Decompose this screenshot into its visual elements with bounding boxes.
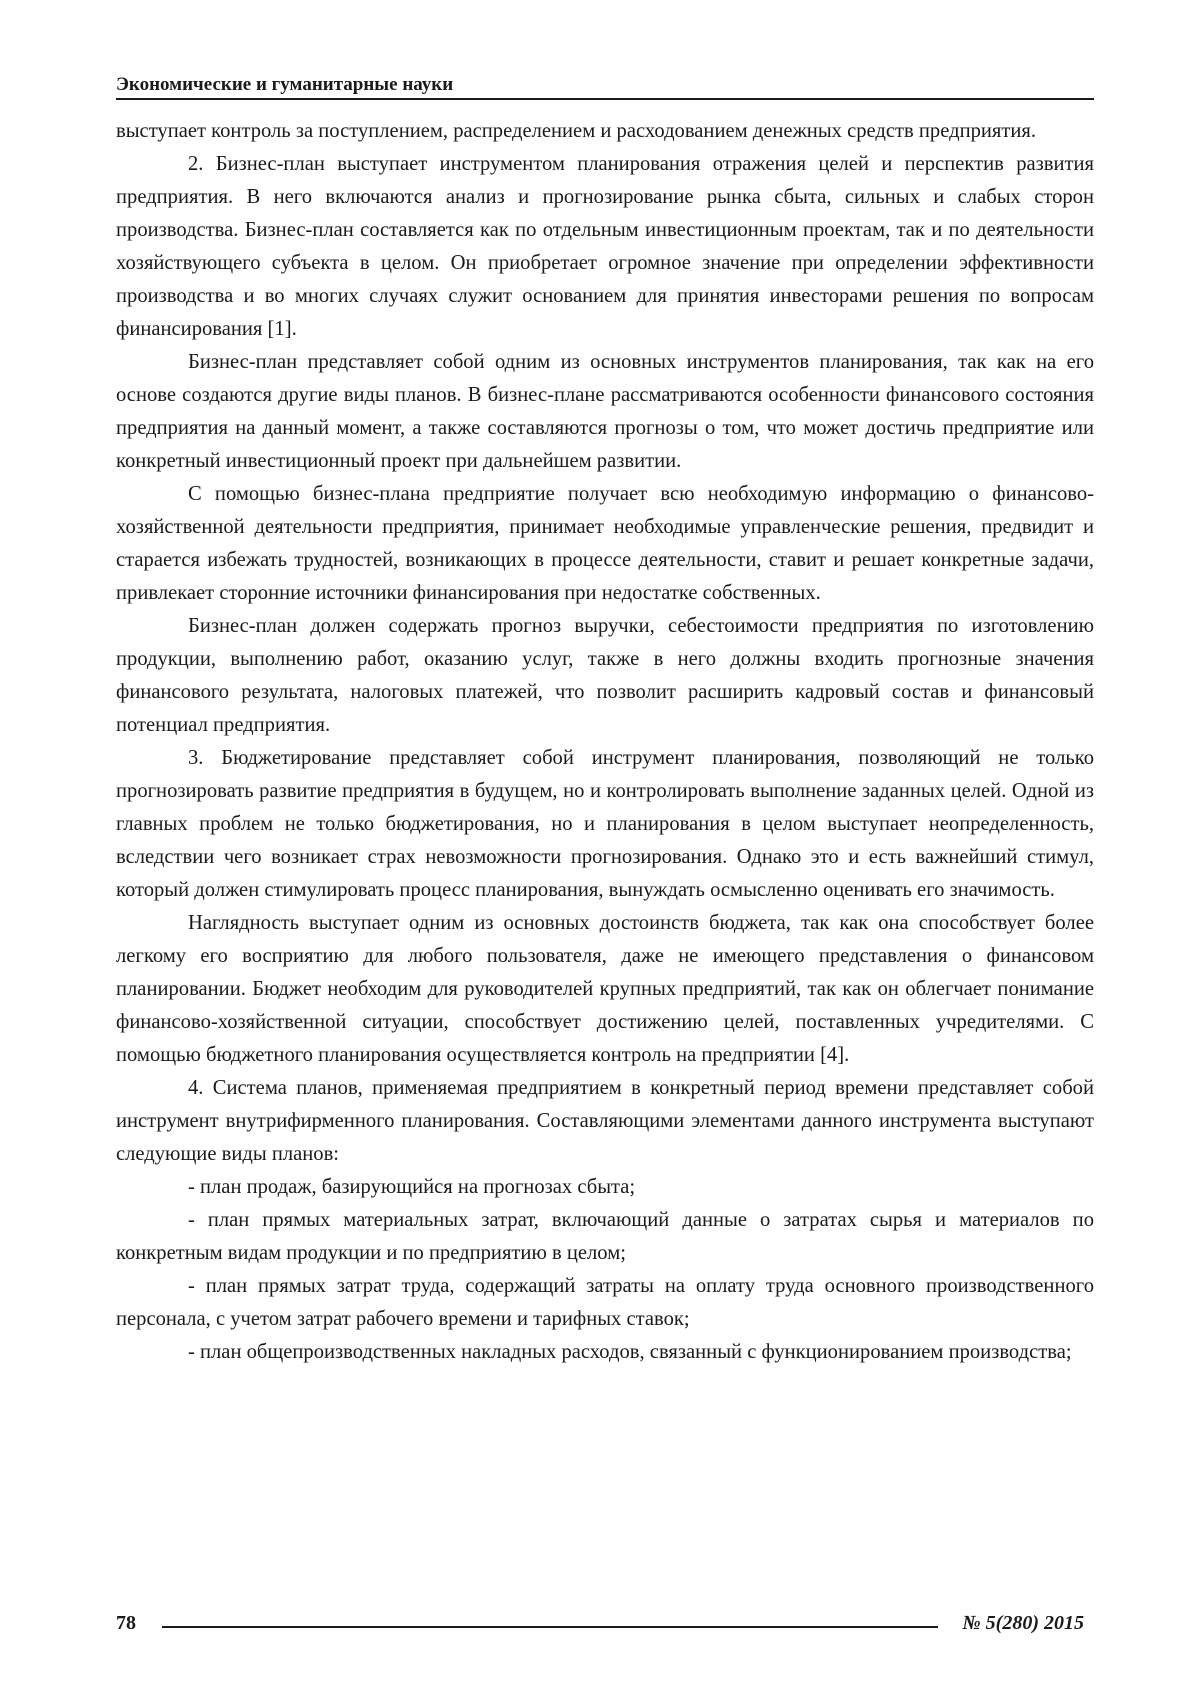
paragraph-budgeting: 3. Бюджетирование представляет собой инструмент планирования, позволяющий не только прогнозировать развитие предприятия в будущем, но и контролировать выполнение заданных целей. Одной из главных проблем не только бюджетирования, но и планирования в целом выступает неопределенность, вследствии чего возникает страх невозможности прогнозирования. Однако это и есть важнейший стимул, который должен стимулировать процесс планирования, вынуждать осмысленно оценивать его значимость. [116,742,1094,907]
page-footer [116,1612,1094,1638]
paragraph-business-plan-content: Бизнес-план должен содержать прогноз выручки, себестоимости предприятия по изготовлению продукции, выполнению работ, оказанию услуг, также в него должны входить прогнозные значения финансового результата, налоговых платежей, что позволит расширить кадровый состав и финансовый потенциал предприятия. [116,610,1094,742]
paragraph-business-plan: 2. Бизнес-план выступает инструментом планирования отражения целей и перспектив развития предприятия. В него включаются анализ и прогнозирование рынка сбыта, сильных и слабых сторон производства. Бизнес-план составляется как по отдельным инвестиционным проектам, так и по деятельности хозяйствующего субъекта в целом. Он приобретает огромное значение при определении эффективности производства и во многих случаях служит основанием для принятия инвесторами решения по вопросам финансирования [1]. [116,148,1094,346]
running-header: Экономические и гуманитарные науки [116,74,1094,100]
paragraph-continuation: выступает контроль за поступлением, распределением и расходованием денежных средств предприятия. [116,115,1094,148]
list-item-sales-plan: - план продаж, базирующийся на прогнозах сбыта; [116,1171,1094,1204]
paragraph-plan-system: 4. Система планов, применяемая предприятием в конкретный период времени представляет собой инструмент внутрифирменного планирования. Составляющими элементами данного инструмента выступают следующие виды планов: [116,1072,1094,1171]
issue-number: № 5(280) 2015 [962,1612,1084,1635]
paragraph-business-plan-role: Бизнес-план представляет собой одним из основных инструментов планирования, так как на его основе создаются другие виды планов. В бизнес-плане рассматриваются особенности финансового состояния предприятия на данный момент, а также составляются прогнозы о том, что может достичь предприятие или конкретный инвестиционный проект при дальнейшем развитии. [116,346,1094,478]
paragraph-business-plan-info: С помощью бизнес-плана предприятие получает всю необходимую информацию о финансово-хозяйственной деятельности предприятия, принимает необходимые управленческие решения, предвидит и старается избежать трудностей, возникающих в процессе деятельности, ставит и решает конкретные задачи, привлекает сторонние источники финансирования при недостатке собственных. [116,478,1094,610]
article-body [116,115,1094,1369]
page-number: 78 [116,1612,136,1635]
footer-rule [162,1626,938,1628]
list-item-overhead-plan: - план общепроизводственных накладных расходов, связанный с функционированием производства; [116,1336,1094,1369]
journal-page [0,0,1200,1698]
list-item-material-costs-plan: - план прямых материальных затрат, включающий данные о затратах сырья и материалов по конкретным видам продукции и по предприятию в целом; [116,1204,1094,1270]
paragraph-budget-clarity: Наглядность выступает одним из основных достоинств бюджета, так как она способствует более легкому его восприятию для любого пользователя, даже не имеющего представления о финансовом планировании. Бюджет необходим для руководителей крупных предприятий, так как он облегчает понимание финансово-хозяйственной ситуации, способствует достижению целей, поставленных учредителями. С помощью бюджетного планирования осуществляется контроль на предприятии [4]. [116,907,1094,1072]
list-item-labor-costs-plan: - план прямых затрат труда, содержащий затраты на оплату труда основного производственного персонала, с учетом затрат рабочего времени и тарифных ставок; [116,1270,1094,1336]
